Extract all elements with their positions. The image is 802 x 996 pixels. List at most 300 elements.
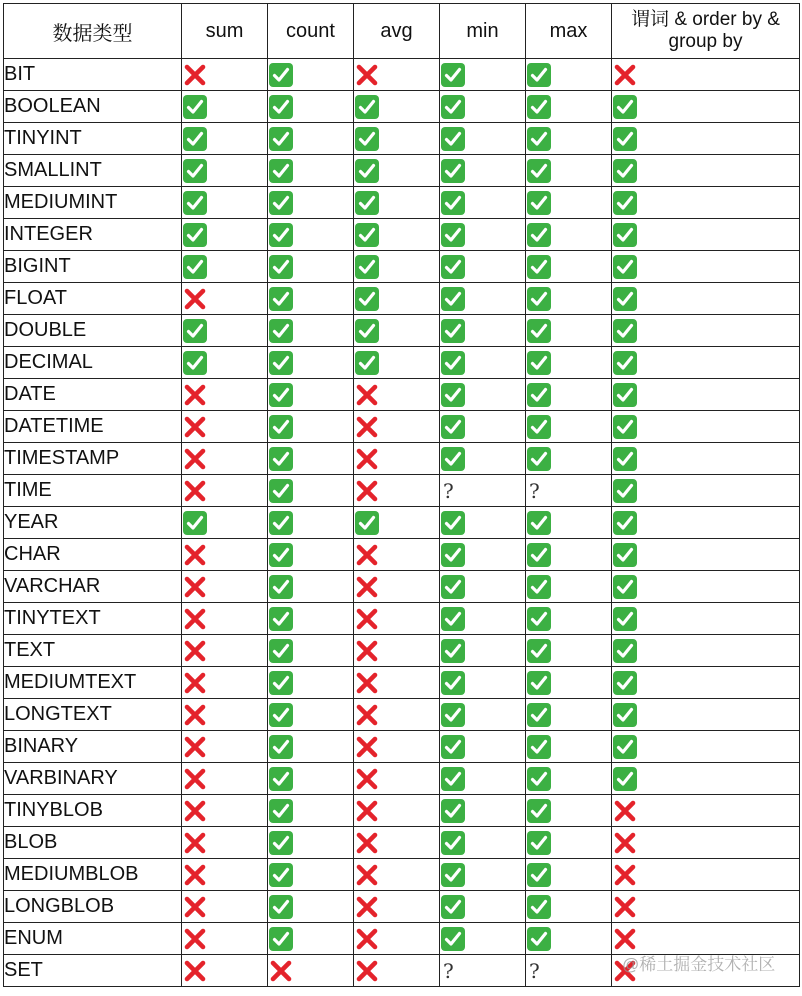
cell-avg (354, 315, 440, 347)
cross-icon (268, 958, 294, 984)
check-icon (268, 478, 294, 504)
cell-predicate (612, 635, 800, 667)
cross-icon (182, 446, 208, 472)
table-row (4, 795, 800, 827)
cell-max (526, 507, 612, 539)
cross-icon (354, 574, 380, 600)
check-icon (268, 126, 294, 152)
cell-min (440, 891, 526, 923)
check-icon (268, 222, 294, 248)
check-icon (354, 222, 380, 248)
check-icon (526, 542, 552, 568)
check-icon (354, 190, 380, 216)
cell-max (526, 155, 612, 187)
check-icon (354, 318, 380, 344)
cell-predicate (612, 795, 800, 827)
cell-max (526, 539, 612, 571)
table-row (4, 379, 800, 411)
table-row (4, 91, 800, 123)
check-icon (526, 894, 552, 920)
cell-avg (354, 955, 440, 987)
type-name-cell: DATETIME (4, 411, 182, 443)
table-row (4, 859, 800, 891)
cell-avg (354, 219, 440, 251)
cross-icon (182, 862, 208, 888)
cell-count (268, 923, 354, 955)
check-icon (612, 350, 638, 376)
cell-min (440, 347, 526, 379)
cell-avg (354, 347, 440, 379)
cross-icon (354, 62, 380, 88)
cell-predicate (612, 219, 800, 251)
cell-predicate (612, 251, 800, 283)
check-icon (268, 766, 294, 792)
type-name-cell: INTEGER (4, 219, 182, 251)
type-support-table (3, 3, 800, 987)
check-icon (612, 670, 638, 696)
cell-min (440, 59, 526, 91)
cell-min (440, 827, 526, 859)
check-icon (440, 446, 466, 472)
type-name-cell: DECIMAL (4, 347, 182, 379)
check-icon (268, 254, 294, 280)
cell-max (526, 411, 612, 443)
type-name-cell: TINYBLOB (4, 795, 182, 827)
check-icon (268, 318, 294, 344)
check-icon (526, 190, 552, 216)
table-row (4, 507, 800, 539)
cross-icon (354, 606, 380, 632)
cell-sum (182, 411, 268, 443)
cell-count (268, 443, 354, 475)
watermark: @稀土掘金技术社区 (622, 955, 776, 974)
check-icon (612, 702, 638, 728)
header-row (4, 4, 800, 59)
check-icon (268, 542, 294, 568)
cell-sum (182, 539, 268, 571)
type-name-cell: BLOB (4, 827, 182, 859)
cross-icon (612, 62, 638, 88)
cell-count (268, 795, 354, 827)
check-icon (268, 926, 294, 952)
cell-max (526, 379, 612, 411)
cell-predicate (612, 699, 800, 731)
cell-predicate (612, 859, 800, 891)
check-icon (526, 94, 552, 120)
cell-count (268, 731, 354, 763)
check-icon (440, 670, 466, 696)
check-icon (526, 318, 552, 344)
header-predicate-order-group: 谓词 & order by & group by (612, 4, 800, 59)
check-icon (440, 94, 466, 120)
cell-max (526, 635, 612, 667)
cell-predicate (612, 507, 800, 539)
cross-icon (612, 830, 638, 856)
check-icon (526, 830, 552, 856)
check-icon (612, 158, 638, 184)
check-icon (354, 254, 380, 280)
check-icon (268, 94, 294, 120)
check-icon (182, 510, 208, 536)
check-icon (526, 638, 552, 664)
check-icon (354, 126, 380, 152)
cell-max (526, 955, 612, 987)
check-icon (440, 414, 466, 440)
cell-avg (354, 123, 440, 155)
cell-sum (182, 635, 268, 667)
cell-avg (354, 91, 440, 123)
check-icon (440, 798, 466, 824)
check-icon (354, 158, 380, 184)
cell-count (268, 827, 354, 859)
cell-sum (182, 283, 268, 315)
cell-sum (182, 507, 268, 539)
cell-max (526, 603, 612, 635)
table-row (4, 763, 800, 795)
check-icon (612, 222, 638, 248)
cross-icon (182, 670, 208, 696)
check-icon (268, 894, 294, 920)
cell-avg (354, 59, 440, 91)
cell-min (440, 731, 526, 763)
cell-predicate (612, 91, 800, 123)
cell-count (268, 59, 354, 91)
cross-icon (182, 542, 208, 568)
table-row (4, 923, 800, 955)
type-name-cell: YEAR (4, 507, 182, 539)
cell-count (268, 155, 354, 187)
cross-icon (182, 414, 208, 440)
table-row (4, 635, 800, 667)
table-row (4, 827, 800, 859)
cross-icon (354, 446, 380, 472)
check-icon (182, 254, 208, 280)
cell-avg (354, 443, 440, 475)
cell-min (440, 91, 526, 123)
cell-max (526, 923, 612, 955)
cell-count (268, 891, 354, 923)
cell-max (526, 763, 612, 795)
check-icon (612, 126, 638, 152)
type-name-cell: ENUM (4, 923, 182, 955)
cell-predicate (612, 443, 800, 475)
table-row (4, 187, 800, 219)
check-icon (612, 318, 638, 344)
cross-icon (182, 766, 208, 792)
cell-min (440, 955, 526, 987)
cell-count (268, 379, 354, 411)
cell-min (440, 603, 526, 635)
type-name-cell: SET (4, 955, 182, 987)
check-icon (526, 862, 552, 888)
cell-max (526, 123, 612, 155)
check-icon (526, 254, 552, 280)
cell-max (526, 347, 612, 379)
check-icon (182, 158, 208, 184)
cell-avg (354, 731, 440, 763)
cell-count (268, 635, 354, 667)
cell-sum (182, 891, 268, 923)
cross-icon (182, 894, 208, 920)
check-icon (182, 222, 208, 248)
check-icon (440, 894, 466, 920)
cell-max (526, 251, 612, 283)
check-icon (354, 286, 380, 312)
cell-sum (182, 59, 268, 91)
check-icon (612, 414, 638, 440)
cross-icon (354, 670, 380, 696)
check-icon (526, 734, 552, 760)
cell-predicate (612, 539, 800, 571)
cell-sum (182, 571, 268, 603)
type-name-cell: LONGBLOB (4, 891, 182, 923)
cell-max (526, 315, 612, 347)
type-name-cell: SMALLINT (4, 155, 182, 187)
cell-avg (354, 635, 440, 667)
cell-count (268, 699, 354, 731)
check-icon (440, 926, 466, 952)
cell-sum (182, 91, 268, 123)
cell-predicate (612, 379, 800, 411)
cell-count (268, 571, 354, 603)
check-icon (268, 734, 294, 760)
check-icon (526, 126, 552, 152)
cell-avg (354, 891, 440, 923)
cross-icon (182, 478, 208, 504)
cell-sum (182, 379, 268, 411)
check-icon (268, 638, 294, 664)
cell-min (440, 571, 526, 603)
check-icon (440, 862, 466, 888)
cell-avg (354, 795, 440, 827)
check-icon (268, 798, 294, 824)
cell-sum (182, 699, 268, 731)
check-icon (268, 382, 294, 408)
cell-predicate (612, 187, 800, 219)
check-icon (440, 638, 466, 664)
type-name-cell: VARCHAR (4, 571, 182, 603)
check-icon (440, 766, 466, 792)
cell-avg (354, 155, 440, 187)
check-icon (268, 414, 294, 440)
check-icon (268, 446, 294, 472)
cell-count (268, 187, 354, 219)
type-name-cell: FLOAT (4, 283, 182, 315)
cell-max (526, 891, 612, 923)
type-name-cell: DOUBLE (4, 315, 182, 347)
cell-max (526, 59, 612, 91)
check-icon (268, 702, 294, 728)
check-icon (440, 542, 466, 568)
check-icon (354, 94, 380, 120)
table-row (4, 475, 800, 507)
table-row (4, 155, 800, 187)
cell-sum (182, 475, 268, 507)
cell-sum (182, 315, 268, 347)
check-icon (612, 478, 638, 504)
check-icon (268, 606, 294, 632)
cell-sum (182, 603, 268, 635)
table-body (4, 59, 800, 987)
cross-icon (612, 958, 638, 984)
cell-count (268, 603, 354, 635)
check-icon (526, 222, 552, 248)
cell-avg (354, 923, 440, 955)
check-icon (440, 222, 466, 248)
type-name-cell: TIMESTAMP (4, 443, 182, 475)
cell-max (526, 91, 612, 123)
type-name-cell: VARBINARY (4, 763, 182, 795)
check-icon (182, 94, 208, 120)
cell-count (268, 763, 354, 795)
cross-icon (354, 798, 380, 824)
check-icon (268, 670, 294, 696)
cell-min (440, 667, 526, 699)
type-name-cell: TINYINT (4, 123, 182, 155)
type-name-cell: BIT (4, 59, 182, 91)
cell-avg (354, 251, 440, 283)
cross-icon (182, 830, 208, 856)
check-icon (526, 414, 552, 440)
table-row (4, 123, 800, 155)
cell-max (526, 667, 612, 699)
cell-min (440, 251, 526, 283)
cross-icon (182, 734, 208, 760)
cell-min (440, 795, 526, 827)
cell-avg (354, 379, 440, 411)
table-row (4, 667, 800, 699)
check-icon (268, 510, 294, 536)
check-icon (526, 62, 552, 88)
cell-sum (182, 155, 268, 187)
cell-min (440, 411, 526, 443)
check-icon (526, 350, 552, 376)
check-icon (268, 286, 294, 312)
check-icon (440, 606, 466, 632)
header-max: max (526, 4, 612, 59)
check-icon (526, 798, 552, 824)
table-row (4, 59, 800, 91)
check-icon (612, 542, 638, 568)
cell-predicate (612, 475, 800, 507)
cell-sum (182, 923, 268, 955)
check-icon (612, 286, 638, 312)
check-icon (440, 574, 466, 600)
cell-sum (182, 859, 268, 891)
cell-predicate (612, 891, 800, 923)
check-icon (440, 62, 466, 88)
type-name-cell: TEXT (4, 635, 182, 667)
cross-icon (182, 286, 208, 312)
cross-icon (354, 382, 380, 408)
cell-avg (354, 603, 440, 635)
cell-max (526, 827, 612, 859)
check-icon (526, 510, 552, 536)
cell-min (440, 859, 526, 891)
header-count: count (268, 4, 354, 59)
cross-icon (354, 958, 380, 984)
cell-sum (182, 123, 268, 155)
cross-icon (182, 958, 208, 984)
cell-count (268, 411, 354, 443)
table-row (4, 571, 800, 603)
header-sum: sum (182, 4, 268, 59)
cell-avg (354, 507, 440, 539)
header-type: 数据类型 (4, 4, 182, 59)
cell-avg (354, 699, 440, 731)
check-icon (268, 350, 294, 376)
cell-predicate (612, 347, 800, 379)
check-icon (612, 190, 638, 216)
cross-icon (354, 702, 380, 728)
cell-sum (182, 347, 268, 379)
check-icon (268, 158, 294, 184)
check-icon (440, 510, 466, 536)
check-icon (440, 830, 466, 856)
check-icon (440, 190, 466, 216)
cross-icon (354, 542, 380, 568)
cross-icon (354, 478, 380, 504)
cross-icon (354, 414, 380, 440)
cell-sum (182, 667, 268, 699)
cell-min (440, 635, 526, 667)
check-icon (612, 94, 638, 120)
cell-count (268, 91, 354, 123)
cell-max (526, 571, 612, 603)
cell-max (526, 699, 612, 731)
cross-icon (182, 798, 208, 824)
check-icon (612, 734, 638, 760)
check-icon (182, 318, 208, 344)
check-icon (612, 382, 638, 408)
type-name-cell: LONGTEXT (4, 699, 182, 731)
cell-predicate (612, 827, 800, 859)
check-icon (526, 926, 552, 952)
cell-min (440, 187, 526, 219)
check-icon (182, 190, 208, 216)
cross-icon (612, 862, 638, 888)
table-row (4, 891, 800, 923)
unknown-mark: ? (443, 958, 454, 983)
cross-icon (354, 638, 380, 664)
table-row (4, 603, 800, 635)
cell-sum (182, 827, 268, 859)
type-name-cell: DATE (4, 379, 182, 411)
table-row (4, 347, 800, 379)
cell-min (440, 443, 526, 475)
table-row (4, 731, 800, 763)
cell-sum (182, 955, 268, 987)
cross-icon (182, 62, 208, 88)
unknown-mark: ? (443, 478, 454, 503)
cross-icon (182, 606, 208, 632)
cell-max (526, 795, 612, 827)
check-icon (268, 862, 294, 888)
check-icon (182, 126, 208, 152)
check-icon (268, 190, 294, 216)
check-icon (612, 254, 638, 280)
table-row (4, 283, 800, 315)
cross-icon (612, 926, 638, 952)
cell-min (440, 539, 526, 571)
check-icon (612, 574, 638, 600)
check-icon (182, 350, 208, 376)
cell-avg (354, 763, 440, 795)
cell-count (268, 955, 354, 987)
cell-count (268, 859, 354, 891)
cell-count (268, 283, 354, 315)
cell-predicate (612, 283, 800, 315)
